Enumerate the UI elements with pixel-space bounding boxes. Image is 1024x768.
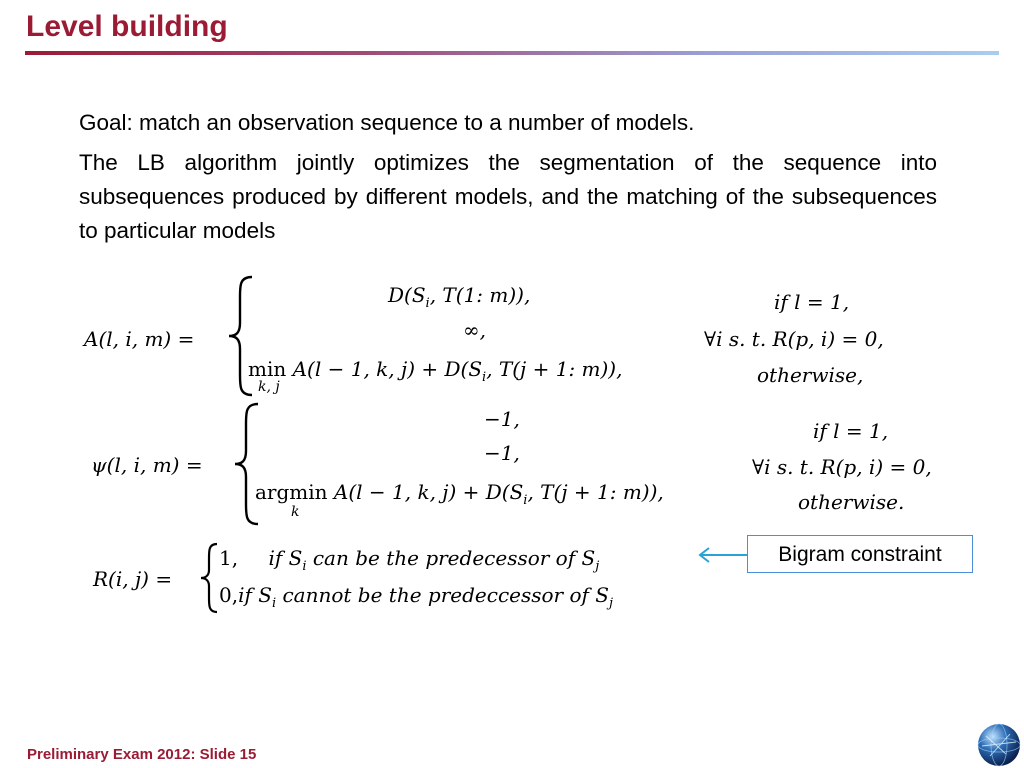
equation-a-lhs: A(l, i, m) =	[84, 327, 195, 351]
slide-footer: Preliminary Exam 2012: Slide 15	[27, 746, 257, 763]
equation-a-case2: ∞,	[463, 318, 487, 342]
equation-psi-case1: −1,	[484, 407, 520, 431]
equation-psi-cond1: if l = 1,	[813, 419, 889, 443]
equation-r-lhs: R(i, j) =	[93, 567, 173, 591]
equation-a-cond3: otherwise,	[757, 363, 864, 387]
bigram-constraint-callout: Bigram constraint	[747, 535, 973, 573]
equation-psi-case3: argmin k A(l − 1, k, $j) + D(S_i$, T(j + 1: m)),	[255, 480, 664, 520]
goal-paragraph: Goal: match an observation sequence to a number of models.	[79, 110, 695, 135]
equation-r-brace	[198, 542, 220, 614]
equation-psi-cond2: ∀i s. t. R(p, i) = 0,	[752, 455, 932, 479]
equation-a-case3: min k, j A(l − 1, k, $j) + D(S_i$, T(j + 1: m)),	[248, 357, 623, 395]
equation-psi-case2: −1,	[484, 441, 520, 465]
equation-r-case2: 0,if $S_i$ cannot be the predeccessor of $S_j$	[219, 583, 614, 611]
equation-psi-cond3: otherwise.	[798, 490, 905, 514]
slide-title: Level building	[26, 10, 228, 43]
equation-a-case1: $D(S_i$, T(1: m)),	[388, 283, 531, 311]
equation-a-cond2: ∀i s. t. R(p, i) = 0,	[704, 327, 884, 351]
callout-arrow	[695, 545, 749, 565]
title-underline	[25, 51, 999, 55]
globe-logo-icon	[976, 722, 1022, 768]
equation-a-cond1: if l = 1,	[774, 290, 850, 314]
equation-psi-lhs: ψ(l, i, m) =	[91, 453, 203, 477]
description-paragraph: The LB algorithm jointly optimizes the segmentation of the sequence into subsequences produced by different models, and the matching of the subsequences to particular models	[79, 150, 937, 243]
equation-r-case1: 1, if $S_i$ can be the predecessor of $S_j$	[219, 546, 600, 574]
